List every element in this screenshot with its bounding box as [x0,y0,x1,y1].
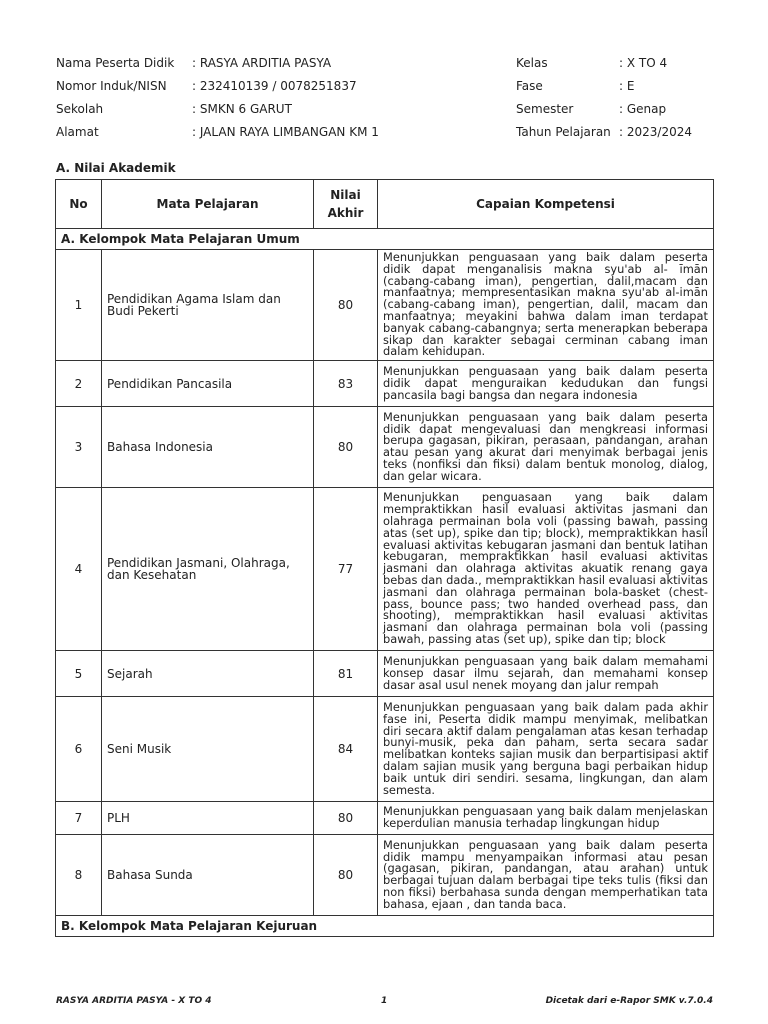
row-subject: Pendidikan Pancasila [102,361,314,407]
row-no: 1 [56,250,102,361]
row-score: 81 [314,651,378,697]
nisn-label: Nomor Induk/NISN [56,79,167,93]
grades-table [55,179,714,937]
table-header-row [56,180,714,229]
row-subject: Pendidikan Agama Islam dan Budi Pekerti [102,250,314,361]
class-value: : X TO 4 [619,56,668,70]
page-footer [56,996,713,1010]
row-score: 80 [314,835,378,916]
header-score-line1: Nilai [330,188,361,202]
row-competency: Menunjukkan penguasaan yang baik dalam pada akhir fase ini, Peserta didik mampu menyimak, melibatkan diri secara aktif dalam pengalaman atas kesan terhadap bunyi-musik, peka dan paham, serta secara sadar melibatkan konteks sajian musik dan berpartisipasi aktif dalam sajian musik yang berguna bagi perbaikan hidup baik untuk diri sendiri. sesama, lingkungan, dan alam semesta. [378,697,714,802]
header-score-line2: Akhir [327,206,364,220]
row-competency: Menunjukkan penguasaan yang baik dalam mempraktikkan hasil evaluasi aktivitas jasmani dan olahraga permainan bola voli (passing bawah, passing atas (set up), spike dan tip; block), mempraktikkan hasil evaluasi aktivitas kebugaran jasmani dan bentuk latihan kebugaran, mempraktikkan hasil evaluasi aktivitas jasmani dan olahraga aktivitas akuatik renang gaya bebas dan dada., mempraktikkan hasil evaluasi aktivitas jasmani dan olahraga permainan bola-basket (chest-pass, bounce pass; two handed overhead pass, dan shooting), mempraktikkan hasil evaluasi aktivitas jasmani dan olahraga permainan bola voli (passing bawah, passing atas (set up), spike dan tip; block [378,488,714,651]
row-competency: Menunjukkan penguasaan yang baik dalam peserta didik mampu menyampaikan informasi atau pesan (gagasan, pikiran, pandangan, atau arahan) untuk berbagai tujuan dalam berbagai tipe teks tulis (fiksi dan non fiksi) berbahasa sunda dengan memperhatikan tata bahasa, ejaan , dan tanda baca. [378,835,714,916]
header-score [314,180,378,229]
table-row [56,651,714,697]
footer-printed-by: Dicetak dari e-Rapor SMK v.7.0.4 [545,996,713,1006]
row-no: 4 [56,488,102,651]
row-subject: Sejarah [102,651,314,697]
section-title: A. Nilai Akademik [56,161,176,175]
row-subject: PLH [102,802,314,835]
table-row [56,407,714,488]
table-row [56,697,714,802]
row-competency: Menunjukkan penguasaan yang baik dalam peserta didik dapat menguraikan kedudukan dan fungsi pancasila bagi bangsa dan negara indonesia [378,361,714,407]
group-a-label: A. Kelompok Mata Pelajaran Umum [56,229,714,250]
semester-label: Semester [516,102,574,116]
phase-label: Fase [516,79,543,93]
semester-value: : Genap [619,102,667,116]
table-row [56,835,714,916]
year-value: : 2023/2024 [619,125,692,139]
row-no: 2 [56,361,102,407]
table-row [56,361,714,407]
table-row [56,488,714,651]
row-competency: Menunjukkan penguasaan yang baik dalam peserta didik dapat menganalisis makna syu'ab al- īmān (cabang-cabang iman), pengertian, dalil,macam dan manfaatnya; mempresentasikan makna syu'ab al-imān (cabang-cabang iman), pengertian, dalil, macam dan manfaatnya; meyakini bahwa dalam iman terdapat banyak cabang-cabangnya; serta menerapkan beberapa sikap dan karakter sebagai cerminan cabang iman dalam kehidupan. [378,250,714,361]
row-score: 80 [314,802,378,835]
row-score: 84 [314,697,378,802]
row-no: 3 [56,407,102,488]
row-subject: Bahasa Sunda [102,835,314,916]
row-score: 83 [314,361,378,407]
row-no: 5 [56,651,102,697]
row-no: 7 [56,802,102,835]
school-label: Sekolah [56,102,104,116]
row-score: 77 [314,488,378,651]
row-score: 80 [314,407,378,488]
group-b-label: B. Kelompok Mata Pelajaran Kejuruan [56,916,714,937]
group-row-b [56,916,714,937]
address-label: Alamat [56,125,99,139]
row-no: 8 [56,835,102,916]
phase-value: : E [619,79,635,93]
group-row-a [56,229,714,250]
header-no: No [56,180,102,229]
class-label: Kelas [516,56,548,70]
row-subject: Bahasa Indonesia [102,407,314,488]
row-no: 6 [56,697,102,802]
student-name-value: : RASYA ARDITIA PASYA [192,56,332,70]
footer-student: RASYA ARDITIA PASYA - X TO 4 [56,996,212,1006]
table-row [56,250,714,361]
table-row [56,802,714,835]
row-competency: Menunjukkan penguasaan yang baik dalam peserta didik dapat mengevaluasi dan mengkreasi informasi berupa gagasan, pikiran, perasaan, pandangan, arahan atau pesan yang akurat dari menyimak berbagai jenis teks (nonfiksi dan fiksi) dalam bentuk monolog, dialog, dan gelar wicara. [378,407,714,488]
school-value: : SMKN 6 GARUT [192,102,292,116]
nisn-value: : 232410139 / 0078251837 [192,79,357,93]
footer-page-number: 1 [381,996,388,1006]
row-subject: Pendidikan Jasmani, Olahraga, dan Kesehatan [102,488,314,651]
header-subject: Mata Pelajaran [102,180,314,229]
row-subject: Seni Musik [102,697,314,802]
student-name-label: Nama Peserta Didik [56,56,175,70]
row-score: 80 [314,250,378,361]
address-value: : JALAN RAYA LIMBANGAN KM 1 [192,125,379,139]
row-competency: Menunjukkan penguasaan yang baik dalam menjelaskan keperdulian manusia terhadap lingkungan hidup [378,802,714,835]
year-label: Tahun Pelajaran [516,125,611,139]
row-competency: Menunjukkan penguasaan yang baik dalam memahami konsep dasar ilmu sejarah, dan memahami konsep dasar asal usul nenek moyang dan jalur rempah [378,651,714,697]
header-competency: Capaian Kompetensi [378,180,714,229]
